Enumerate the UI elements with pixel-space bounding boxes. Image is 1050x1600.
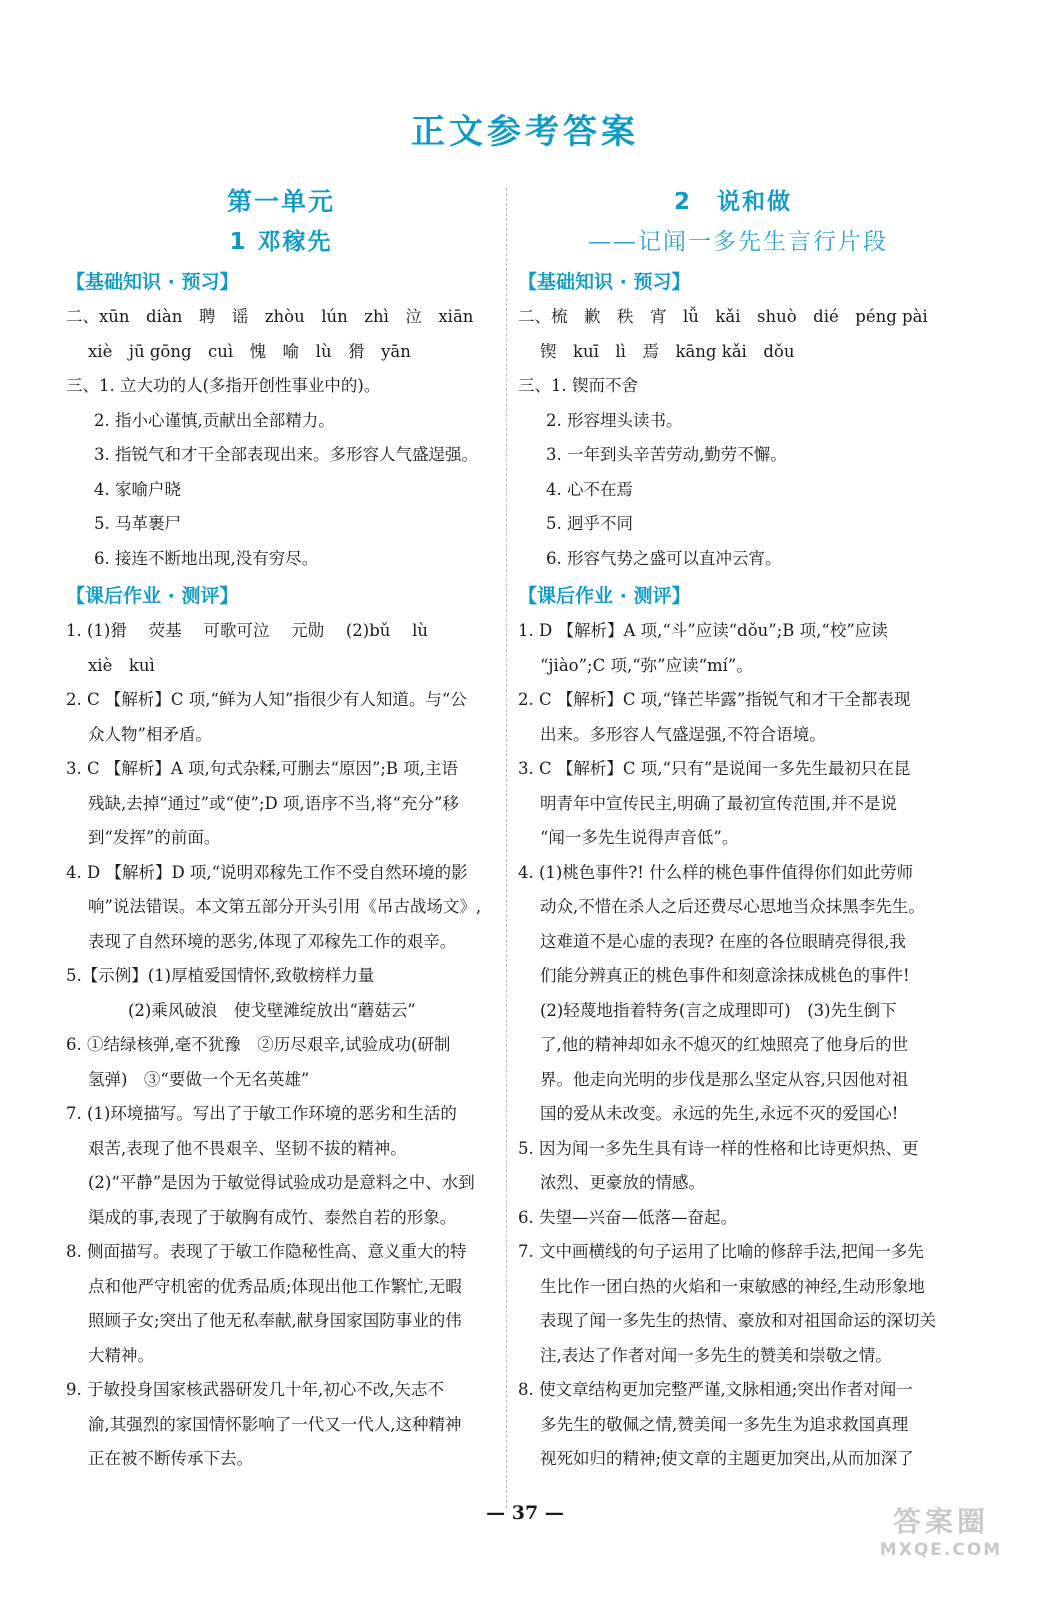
answer-line: 6. 失望—兴奋—低落—奋起。: [518, 1207, 737, 1227]
lesson-title-2: 2 说和做: [673, 189, 792, 215]
answer-line: 响”说法错误。本文第五部分开头引用《吊古战场文》,: [88, 897, 482, 916]
answer-line: (2)“平静”是因为于敏觉得试验成功是意料之中、水到: [88, 1173, 475, 1192]
answer-line: 4. 心不在焉: [546, 479, 633, 499]
answer-line: 点和他严守机密的优秀品质;体现出他工作繁忙,无暇: [88, 1276, 462, 1296]
answer-line: 生比作一团白热的火焰和一束敏感的神经,生动形象地: [540, 1276, 925, 1296]
answer-line: 照顾子女;突出了他无私奉献,献身国家国防事业的伟: [88, 1311, 462, 1330]
answer-line: 2. 指小心谨慎,贡献出全部精力。: [94, 410, 335, 430]
left-column: [66, 182, 496, 1477]
answer-line: 这难道不是心虚的表现? 在座的各位眼睛亮得很,我: [540, 931, 906, 951]
answer-line: 了,他的精神却如永不熄灭的红烛照亮了他身后的世: [540, 1035, 909, 1054]
answer-line: 正在被不断传承下去。: [88, 1449, 253, 1468]
answer-line: 表现了闻一多先生的热情、豪放和对祖国命运的深切关: [540, 1311, 936, 1330]
answer-line: “jiào”;C 项,“弥”应读“mí”。: [540, 655, 753, 675]
answer-line: xiè kuì: [88, 655, 155, 675]
column-divider: [506, 188, 507, 1508]
answer-line: 动众,不惜在杀人之后还费尽心思地当众抹黑李先生。: [540, 897, 925, 916]
answer-line: 4. (1)桃色事件?! 什么样的桃色事件值得你们如此劳师: [518, 862, 914, 882]
answer-line: 2. C 【解析】C 项,“鲜为人知”指很少有人知道。与“公: [66, 690, 467, 709]
answer-line: (2)轻蔑地指着特务(言之成理即可) (3)先生倒下: [540, 1000, 897, 1020]
answer-line: 明青年中宣传民主,明确了最初宣传范围,并不是说: [540, 793, 897, 813]
answer-line: xiè jū gōng cuì 愧 喻 lù 猾 yān: [88, 341, 411, 361]
answer-line: 众人物”相矛盾。: [88, 724, 212, 744]
page-title: 正文参考答案: [411, 112, 639, 152]
answer-line: 氢弹) ③“要做一个无名英雄”: [88, 1069, 310, 1089]
answer-line: 浓烈、更豪放的情感。: [540, 1173, 705, 1192]
answer-line: 残缺,去掉“通过”或“使”;D 项,语序不当,将“充分”移: [88, 793, 459, 813]
answer-line: 视死如归的精神;使文章的主题更加突出,从而加深了: [540, 1449, 914, 1468]
answer-line: 5. 因为闻一多先生具有诗一样的性格和比诗更炽热、更: [518, 1138, 919, 1158]
answer-line: 2. 形容埋头读书。: [546, 410, 683, 430]
answer-line: 8. 使文章结构更加完整严谨,文脉相通;突出作者对闻一: [518, 1380, 913, 1399]
answer-line: 表现了自然环境的恶劣,体现了邓稼先工作的艰辛。: [88, 931, 457, 951]
answer-line: 4. D 【解析】D 项,“说明邓稼先工作不受自然环境的影: [66, 862, 468, 882]
section-header: 【课后作业 · 测评】: [518, 585, 691, 607]
answer-line: 3. C 【解析】A 项,句式杂糅,可删去“原因”;B 项,主语: [66, 759, 459, 778]
answer-line: 9. 于敏投身国家核武器研发几十年,初心不改,矢志不: [66, 1380, 444, 1399]
section-header: 【基础知识 · 预习】: [66, 271, 239, 293]
answer-line: 渝,其强烈的家国情怀影响了一代又一代人,这种精神: [88, 1414, 462, 1434]
answer-line: (2)乘风破浪 使戈壁滩绽放出“蘑菇云”: [128, 1000, 416, 1020]
answer-line: 3. C 【解析】C 项,“只有”是说闻一多先生最初只在昆: [518, 759, 911, 778]
answer-line: 5.【示例】(1)厚植爱国情怀,致敬榜样力量: [66, 966, 375, 985]
answer-line: 6. ①结绿核弹,毫不犹豫 ②历尽艰辛,试验成功(研制: [66, 1035, 451, 1054]
answer-line: 大精神。: [88, 1345, 154, 1365]
answer-line: 多先生的敬佩之情,赞美闻一多先生为追求救国真理: [540, 1414, 909, 1434]
answer-line: 7. (1)环境描写。写出了于敏工作环境的恶劣和生活的: [66, 1104, 457, 1123]
answer-line: 艰苦,表现了他不畏艰辛、坚韧不拔的精神。: [88, 1138, 407, 1158]
answer-line: 5. 马革裹尸: [94, 514, 181, 533]
answer-line: 3. 一年到头辛苦劳动,勤劳不懈。: [546, 445, 787, 464]
answer-line: 4. 家喻户晓: [94, 479, 181, 499]
left-sections: [66, 266, 496, 1477]
section-header: 【基础知识 · 预习】: [518, 271, 691, 293]
answer-line: 三、1. 立大功的人(多指开创性事业中的)。: [66, 376, 381, 395]
answer-line: 界。他走向光明的步伐是那么坚定从容,只因他对祖: [540, 1069, 909, 1089]
watermark-logo: [866, 1500, 1016, 1572]
answer-line: 到“发挥”的前面。: [88, 828, 221, 847]
section-header: 【课后作业 · 测评】: [66, 585, 239, 607]
answer-line: 1. D 【解析】A 项,“斗”应读“dǒu”;B 项,“校”应读: [518, 621, 888, 640]
answer-line: 3. 指锐气和才干全部表现出来。多形容人气盛逞强。: [94, 445, 478, 464]
answer-line: 6. 形容气势之盛可以直冲云宵。: [546, 548, 782, 568]
right-column: [518, 182, 948, 1477]
lesson-subtitle: ——记闻一多先生言行片段: [588, 229, 888, 255]
answer-line: 国的爱从未改变。永远的先生,永远不灭的爱国心!: [540, 1104, 899, 1123]
answer-line: 5. 迥乎不同: [546, 514, 633, 533]
answer-line: 7. 文中画横线的句子运用了比喻的修辞手法,把闻一多先: [518, 1242, 924, 1261]
watermark-logo-text: 答案圈: [892, 1505, 989, 1538]
answer-line: 二、梳 歉 秩 宵 lǚ kǎi shuò dié péng pài: [518, 307, 928, 326]
answer-line: “闻一多先生说得声音低”。: [540, 828, 739, 847]
answer-line: 2. C 【解析】C 项,“锋芒毕露”指锐气和才干全都表现: [518, 690, 911, 709]
right-sections: [518, 266, 948, 1477]
answer-line: 注,表达了作者对闻一多先生的赞美和崇敬之情。: [540, 1345, 892, 1365]
answer-line: 三、1. 锲而不舍: [518, 376, 638, 395]
answer-line: 8. 侧面描写。表现了于敏工作隐秘性高、意义重大的特: [66, 1242, 467, 1261]
answer-line: 1. (1)猾 荧基 可歌可泣 元勋 (2)bǔ lù: [66, 621, 429, 640]
answer-line: 二、xūn diàn 聘 谣 zhòu lún zhì 泣 xiān: [66, 307, 474, 326]
answer-line: 锲 kuī lì 焉 kāng kǎi dǒu: [540, 341, 795, 361]
watermark-logo-url: MXQE.COM: [879, 1540, 1003, 1560]
answer-line: 6. 接连不断地出现,没有穷尽。: [94, 548, 319, 568]
unit-title: 第一单元: [226, 187, 335, 216]
answer-line: 出来。多形容人气盛逞强,不符合语境。: [540, 724, 826, 744]
answer-line: 渠成的事,表现了于敏胸有成竹、泰然自若的形象。: [88, 1207, 457, 1227]
page-number: — 37 —: [486, 1502, 564, 1524]
answer-line: 们能分辨真正的桃色事件和刻意涂抹成桃色的事件!: [540, 966, 910, 985]
lesson-title-1: 1 邓稼先: [229, 229, 333, 255]
